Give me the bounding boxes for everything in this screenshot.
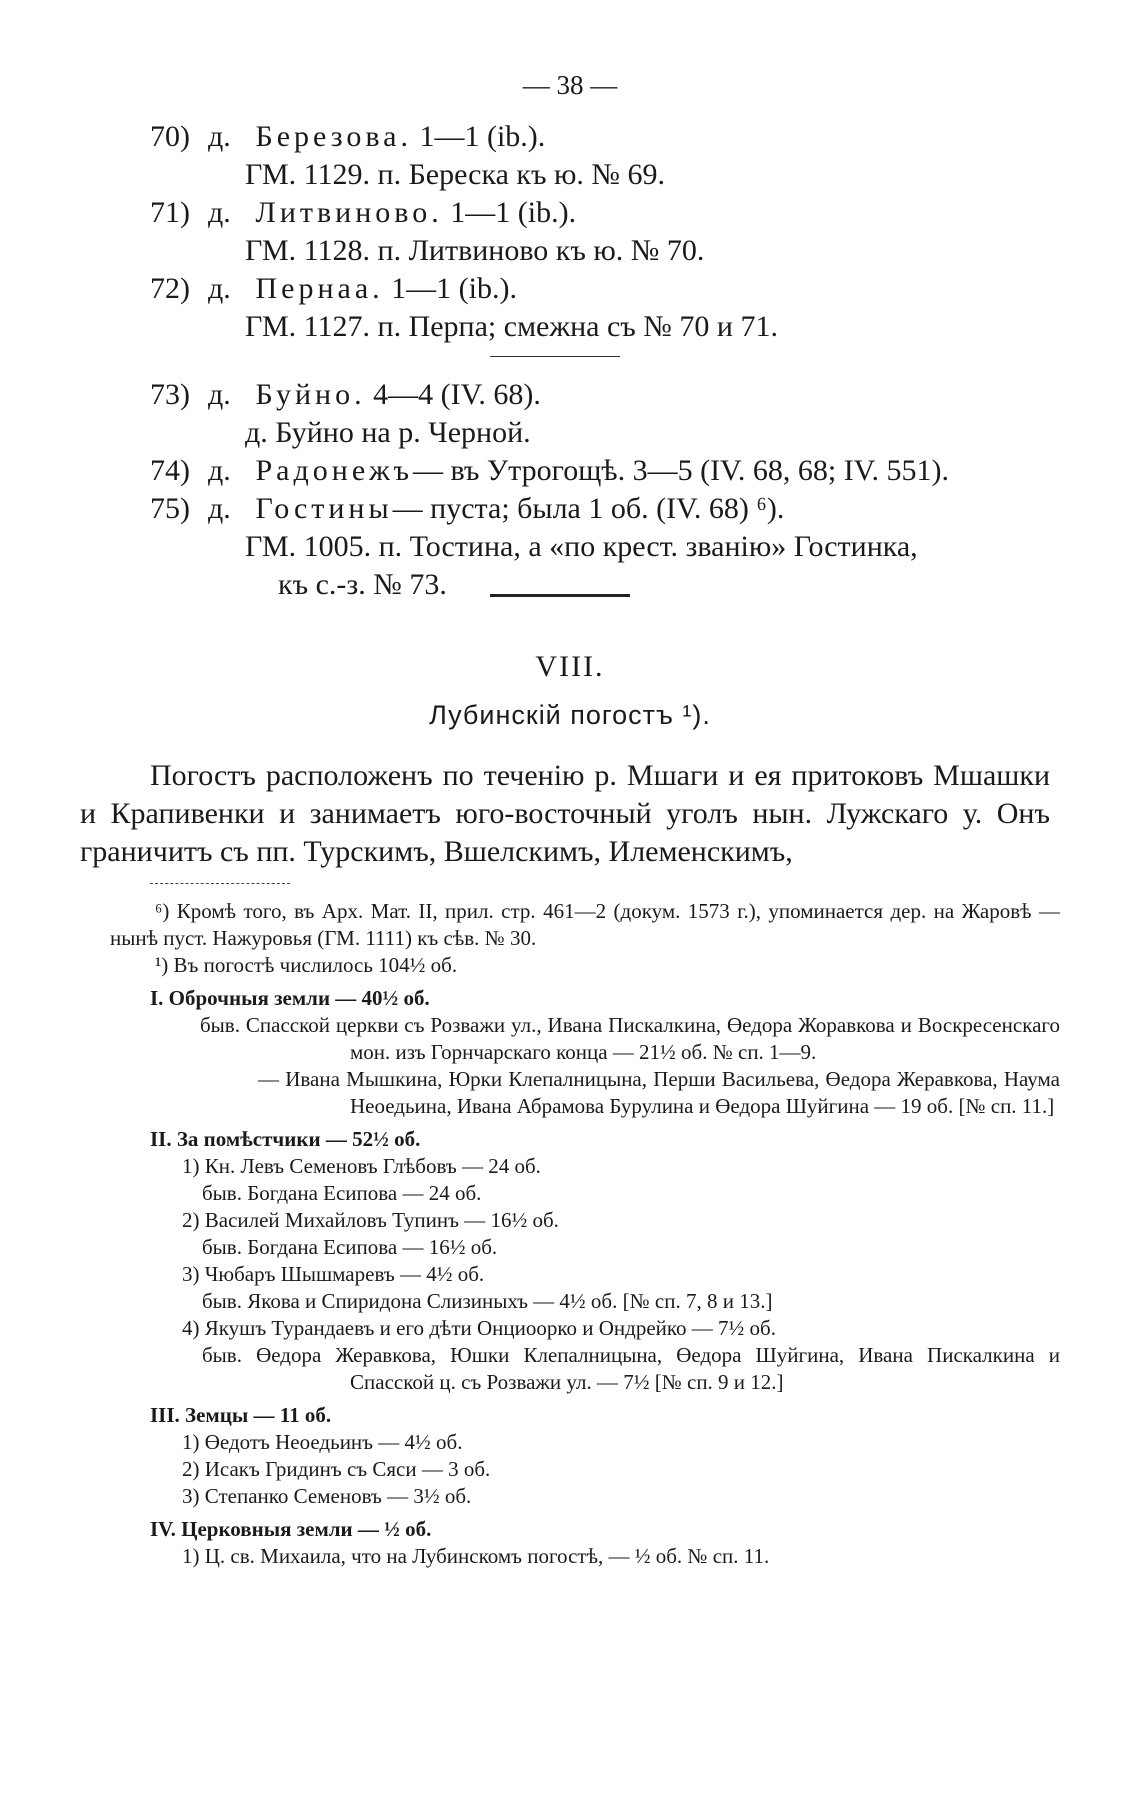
- pomest-item-1: 1) Кн. Левъ Семеновъ Глѣбовъ — 24 об.: [182, 1154, 541, 1178]
- heading-obrok: I. Оброчныя земли — 40½ об.: [150, 986, 430, 1010]
- place-name: Литвиново.: [255, 196, 443, 229]
- zemtsy-item-1: 1) Өедотъ Неоедьинъ — 4½ об.: [182, 1430, 463, 1454]
- entry-75-note-cont: къ с.-з. № 73.: [278, 568, 447, 601]
- pomest-item-4-prev: быв. Өедора Жеравкова, Юшки Клепалницына, Өедора Шуйгина, Ивана Пискалкина и Спасской ц. съ Розважи ул. — 7½ [№ сп. 9 и 12.]: [202, 1343, 1060, 1394]
- footnote-1: ¹) Въ погостѣ числилось 104½ об.: [155, 953, 458, 977]
- pomest-item-2-prev: быв. Богдана Есипова — 16½ об.: [202, 1235, 498, 1259]
- obrok-item-b: — Ивана Мышкина, Юрки Клепалницына, Перши Васильева, Өедора Жеравкова, Наума Неоедьина, Ивана Абрамова Бурулина и Өедора Шуйгина — 19 об. [№ сп. 11.]: [258, 1067, 1060, 1118]
- section-number: VIII.: [535, 650, 605, 683]
- entry-75-note: ГМ. 1005. п. Тостина, а «по крест. званію» Гостинка,: [245, 530, 918, 563]
- section-intro: Погостъ расположенъ по теченію р. Мшаги и ея притоковъ Мшашки и Крапивенки и занимаетъ юго-восточный уголъ нын. Лужскаго у. Онъ граничитъ съ пп. Турскимъ, Вшелскимъ, Илеменскимъ,: [80, 759, 1050, 868]
- pomest-item-1-prev: быв. Богдана Есипова — 24 об.: [202, 1181, 482, 1205]
- entry-72: 72) д. Пернаа. 1—1 (ib.).: [150, 272, 517, 305]
- entry-72-note: ГМ. 1127. п. Перпа; смежна съ № 70 и 71.: [245, 310, 778, 343]
- entry-73: 73) д. Буйно. 4—4 (IV. 68).: [150, 378, 541, 411]
- pomest-item-4: 4) Якушъ Турандаевъ и его дѣти Онциоорко и Ондрейко — 7½ об.: [182, 1316, 776, 1340]
- footnote-rule: [150, 883, 290, 884]
- entry-71: 71) д. Литвиново. 1—1 (ib.).: [150, 196, 577, 229]
- heading-zemtsy: III. Земцы — 11 об.: [150, 1403, 332, 1427]
- entry-70: 70) д. Березова. 1—1 (ib.).: [150, 120, 546, 153]
- page-number: — 38 —: [522, 70, 618, 100]
- separator-rule: [490, 356, 620, 357]
- entry-70-note: ГМ. 1129. п. Береска къ ю. № 69.: [245, 158, 666, 191]
- place-name: Березова.: [255, 120, 412, 153]
- place-name: Радонежъ: [255, 454, 413, 487]
- section-end-rule: [490, 594, 630, 597]
- church-item-1: 1) Ц. св. Михаила, что на Лубинскомъ погостѣ, — ½ об. № сп. 11.: [182, 1544, 770, 1568]
- entry-73-note: д. Буйно на р. Черной.: [245, 416, 531, 449]
- entry-75: 75) д. Гостины— пуста; была 1 об. (IV. 68) ⁶).: [150, 492, 785, 525]
- pomest-item-2: 2) Василей Михайловъ Тупинъ — 16½ об.: [182, 1208, 559, 1232]
- section-title: Лубинскій погостъ ¹).: [429, 700, 711, 730]
- place-name: Гостины: [255, 492, 393, 525]
- zemtsy-item-2: 2) Исакъ Гридинъ съ Сяси — 3 об.: [182, 1457, 491, 1481]
- entry-71-note: ГМ. 1128. п. Литвиново къ ю. № 70.: [245, 234, 705, 267]
- entry-list: [150, 118, 1050, 604]
- place-name: Пернаа.: [255, 272, 384, 305]
- pomest-item-3-prev: быв. Якова и Спиридона Слизиныхъ — 4½ об. [№ сп. 7, 8 и 13.]: [202, 1289, 773, 1313]
- heading-pomestchiki: II. За помѣстчики — 52½ об.: [150, 1127, 421, 1151]
- entry-74: 74) д. Радонежъ— въ Утрогощѣ. 3—5 (IV. 68, 68; IV. 551).: [150, 454, 949, 487]
- footnotes: [110, 898, 1060, 1570]
- footnote-6: ⁶) Кромѣ того, въ Арх. Мат. II, прил. стр. 461—2 (докум. 1573 г.), упоминается дер. на Жаровѣ — нынѣ пуст. Нажуровья (ГМ. 1111) къ сѣв. № 30.: [110, 899, 1060, 950]
- place-name: Буйно.: [255, 378, 366, 411]
- zemtsy-item-3: 3) Степанко Семеновъ — 3½ об.: [182, 1484, 472, 1508]
- pomest-item-3: 3) Чюбаръ Шышмаревъ — 4½ об.: [182, 1262, 485, 1286]
- heading-church-lands: IV. Церковныя земли — ½ об.: [150, 1517, 432, 1541]
- obrok-item-a: быв. Спасской церкви съ Розважи ул., Ивана Пискалкина, Өедора Жоравкова и Воскресенскаго мон. изъ Горнчарскаго конца — 21½ об. № сп. 1—9.: [200, 1013, 1060, 1064]
